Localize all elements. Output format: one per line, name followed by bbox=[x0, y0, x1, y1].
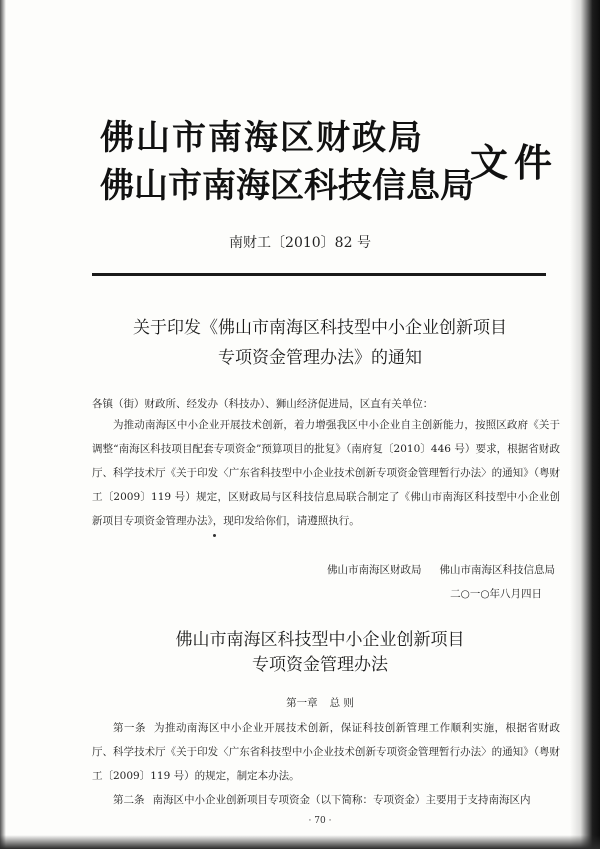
scan-edge-bottom bbox=[0, 835, 600, 849]
document-number: 南财工〔2010〕82 号 bbox=[229, 235, 371, 251]
notice-date: 二○一○年八月四日 bbox=[450, 588, 542, 600]
chapter-title: 总 则 bbox=[329, 697, 354, 709]
notice-body: 为推动南海区中小企业开展技术创新，着力增强我区中小企业自主创新能力，按照区政府《关于调整“南海区科技项目配套专项资金”预算项目的批复》（南府复〔2010〕446 号）要求，根据省财政厅、科学技术厅《关于印发〈广东省科技型中小企业技术创新专项资金管理暂行办法〉的通知》（粤财工〔2009〕119 号）规定，区财政局与区科技信息局联合制定了《佛山市南海区科技型中小企业创新项目专项资金管理办法》，现印发给你们，请遵照执行。 bbox=[92, 419, 560, 527]
notice-addressee: 各镇（街）财政所、经发办（科技办）、狮山经济促进局，区直有关单位： bbox=[92, 398, 434, 410]
notice-title-line-1: 关于印发《佛山市南海区科技型中小企业创新项目 bbox=[133, 318, 507, 338]
scan-edge-left bbox=[0, 0, 6, 849]
signer-technology-bureau: 佛山市南海区科技信息局 bbox=[439, 564, 555, 576]
article-2 bbox=[92, 788, 560, 812]
chapter-heading bbox=[0, 695, 600, 710]
scan-speck bbox=[213, 534, 216, 537]
article-1 bbox=[92, 716, 560, 788]
document-type-label: 文件 bbox=[470, 141, 559, 185]
article-number: 第一条 bbox=[113, 722, 146, 734]
issuer-finance-bureau: 佛山市南海区财政局 bbox=[100, 118, 424, 158]
page-number: · 70 · bbox=[308, 816, 332, 826]
issuer-technology-bureau: 佛山市南海区科技信息局 bbox=[100, 166, 474, 206]
scan-edge-right bbox=[570, 0, 600, 849]
chapter-number: 第一章 bbox=[286, 697, 318, 709]
measures-title-line-2: 专项资金管理办法 bbox=[252, 655, 388, 675]
header-divider bbox=[92, 273, 546, 276]
article-number: 第二条 bbox=[113, 794, 145, 806]
notice-title-line-2: 专项资金管理办法》的通知 bbox=[218, 348, 422, 368]
measures-title-line-1: 佛山市南海区科技型中小企业创新项目 bbox=[175, 630, 465, 650]
signer-finance-bureau: 佛山市南海区财政局 bbox=[327, 564, 422, 576]
notice-signers bbox=[0, 562, 555, 577]
article-text: 南海区中小企业创新项目专项资金（以下简称：专项资金）主要用于支持南海区内 bbox=[152, 794, 531, 806]
article-text: 为推动南海区中小企业开展技术创新，保证科技创新管理工作顺利实施，根据省财政厅、科学技术厅《关于印发〈广东省科技型中小企业技术创新专项资金管理暂行办法〉的通知》（粤财工〔2009〕119 号）的规定，制定本办法。 bbox=[92, 722, 561, 782]
